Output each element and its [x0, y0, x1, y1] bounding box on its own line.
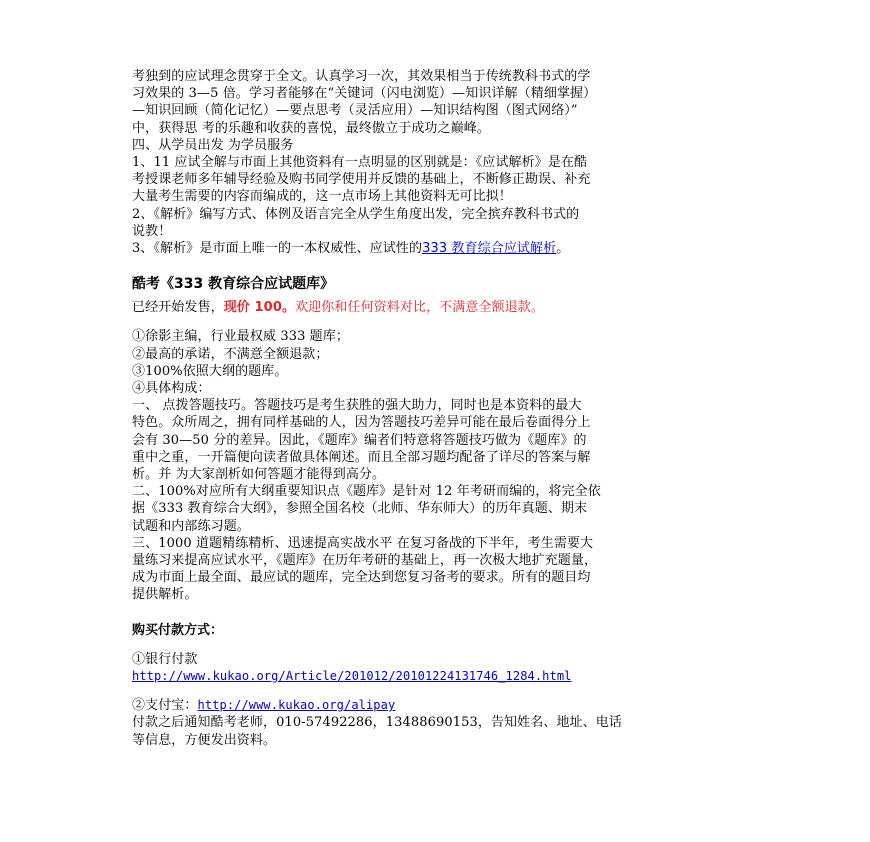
feature-item: ②最高的承诺，不满意全额退款； — [132, 346, 329, 362]
composition-line: 重中之重，一开篇便向读者做具体阐述。而且全部习题均配备了详尽的答案与解 — [132, 449, 591, 465]
composition-line: 三、1000 道题精练精析、迅速提高实战水平 在复习备战的下半年，考生需要大 — [132, 535, 594, 551]
alipay-link[interactable]: http://www.kukao.org/alipay — [197, 698, 396, 713]
document-page — [132, 68, 744, 749]
notice-line: 付款之后通知酷考老师，010-57492286，13488690153，告知姓名、地址、电话 — [132, 715, 622, 731]
solution-guide-link[interactable]: 333 教育综合应试解析 — [422, 241, 557, 257]
product-title: 酷考《333 教育综合应试题库》 — [132, 276, 335, 293]
item-line: 大量考生需要的内容而编成的，这一点市场上其他资料无可比拟！ — [132, 189, 512, 205]
composition-line: 二、100%对应所有大纲重要知识点《题库》是针对 12 年考研而编的，将完全依 — [132, 484, 601, 500]
composition-line: 据《333 教育综合大纲》，参照全国名校（北师、华东师大）的历年真题、期末 — [132, 501, 588, 517]
composition-line: 成为市面上最全面、最应试的题库，完全达到您复习备考的要求。所有的题目均 — [132, 570, 591, 586]
sale-suffix: 欢迎你和任何资料对比，不满意全额退款。 — [295, 300, 544, 316]
item-line — [132, 240, 744, 257]
composition-line: 析。并 为大家剖析如何答题才能得到高分。 — [132, 467, 386, 483]
item-line: 说教！ — [132, 223, 172, 239]
item-line: 2、《解析》编写方式、体例及语言完全从学生角度出发，完全摈弃教科书式的 — [132, 206, 580, 222]
composition-line: 试题和内部练习题。 — [132, 518, 250, 534]
item-line: 考授课老师多年辅导经验及购书同学使用并反馈的基础上，不断修正勘误、补充 — [132, 172, 591, 188]
intro-line: —知识回顾（简化记忆）—要点思考（灵活应用）—知识结构图（图式网络）” — [132, 103, 578, 119]
bank-link-line — [132, 668, 744, 685]
price-label: 现价 100。 — [223, 300, 296, 316]
intro-line: 习效果的 3—5 倍。学习者能够在“关键词（闪电浏览）—知识详解（精细掌握） — [132, 86, 597, 102]
item3-end: 。 — [556, 241, 570, 257]
composition-line: 会有 30—50 分的差异。因此，《题库》编者们特意将答题技巧做为《题库》的 — [132, 432, 587, 448]
section-heading: 四、从学员出发 为学员服务 — [132, 137, 294, 153]
intro-line: 考独到的应试理念贯穿于全文。认真学习一次，其效果相当于传统教科书式的学 — [132, 69, 591, 84]
item3-text: 3、《解析》是市面上唯一的一本权威性、应试性的 — [132, 241, 423, 257]
bank-label: ①银行付款 — [132, 651, 198, 667]
alipay-label: ②支付宝： — [132, 698, 198, 714]
composition-line: 量练习来提高应试水平，《题库》在历年考研的基础上，再一次极大地扩充题量， — [132, 553, 598, 569]
notice-line: 等信息，方便发出资料。 — [132, 732, 277, 748]
intro-line: 中，获得思 考的乐趣和收获的喜悦，最终傲立于成功之巅峰。 — [132, 120, 490, 136]
sale-line — [132, 299, 744, 316]
payment-heading: 购买付款方式： — [132, 622, 224, 638]
alipay-line — [132, 697, 744, 714]
sale-prefix: 已经开始发售， — [132, 300, 224, 316]
bank-payment-link[interactable]: http://www.kukao.org/Article/201012/20101224131746_1284.html — [132, 668, 572, 683]
composition-line: 提供解析。 — [132, 587, 198, 603]
composition-line: 一、 点拨答题技巧。答题技巧是考生获胜的强大助力，同时也是本资料的最大 — [132, 398, 582, 414]
feature-item: ④具体构成： — [132, 381, 211, 397]
feature-item: ③100%依照大纲的题库。 — [132, 363, 288, 379]
item-line: 1、11 应试全解与市面上其他资料有一点明显的区别就是：《应试解析》是在酷 — [132, 155, 588, 171]
feature-item: ①徐影主编，行业最权威 333 题库； — [132, 329, 349, 345]
composition-line: 特色。众所周之，拥有同样基础的人，因为答题技巧差异可能在最后卷面得分上 — [132, 415, 591, 431]
